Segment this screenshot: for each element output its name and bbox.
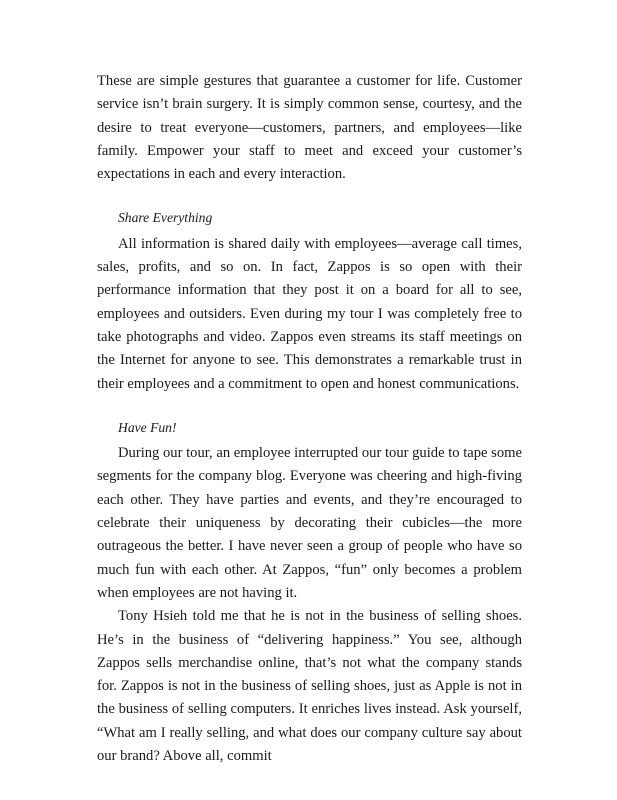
heading-have-fun: Have Fun! xyxy=(118,419,177,435)
spacer xyxy=(97,396,522,416)
heading-share-everything: Share Everything xyxy=(118,210,213,226)
paragraph-delivering-happiness: Tony Hsieh told me that he is not in the business of selling shoes. He’s in the business of “delivering happiness.” You see, although Zappos sells merchandise online, that’s not what the company stands for. Zappos is not in the business of selling shoes, just as Apple is not in the business of selling computers. It enriches lives instead. Ask yourself, “What am I really selling, and what does our company culture say about our brand? Above all, commit xyxy=(97,608,522,765)
paragraph-share-everything: All information is shared daily with employees—average call times, sales, profits, and so on. In fact, Zappos is so open with their performance information that they post it on a board for all to see, employees and outsiders. Even during my tour I was completely free to take photographs and video. Zappos even streams its staff meetings on the Internet for anyone to see. This demonstrates a remarkable trust in their employees and a commitment to open and honest communications. xyxy=(97,235,522,392)
paragraph-have-fun: During our tour, an employee interrupted our tour guide to tape some segments for the company blog. Everyone was cheering and high-fiving each other. They have parties and events, and they’re encouraged to celebrate their uniqueness by decorating their cubicles—the more outrageous the better. I have never seen a group of people who have so much fun with each other. At Zappos, “fun” only becomes a problem when employees are not having it. xyxy=(97,445,522,601)
spacer xyxy=(97,186,522,206)
document-page xyxy=(97,70,522,768)
paragraph-customer-service: These are simple gestures that guarantee a customer for life. Customer service isn’t brain surgery. It is simply common sense, courtesy, and the desire to treat everyone—customers, partners, and employees—like family. Empower your staff to meet and exceed your customer’s expectations in each and every interaction. xyxy=(97,73,522,183)
